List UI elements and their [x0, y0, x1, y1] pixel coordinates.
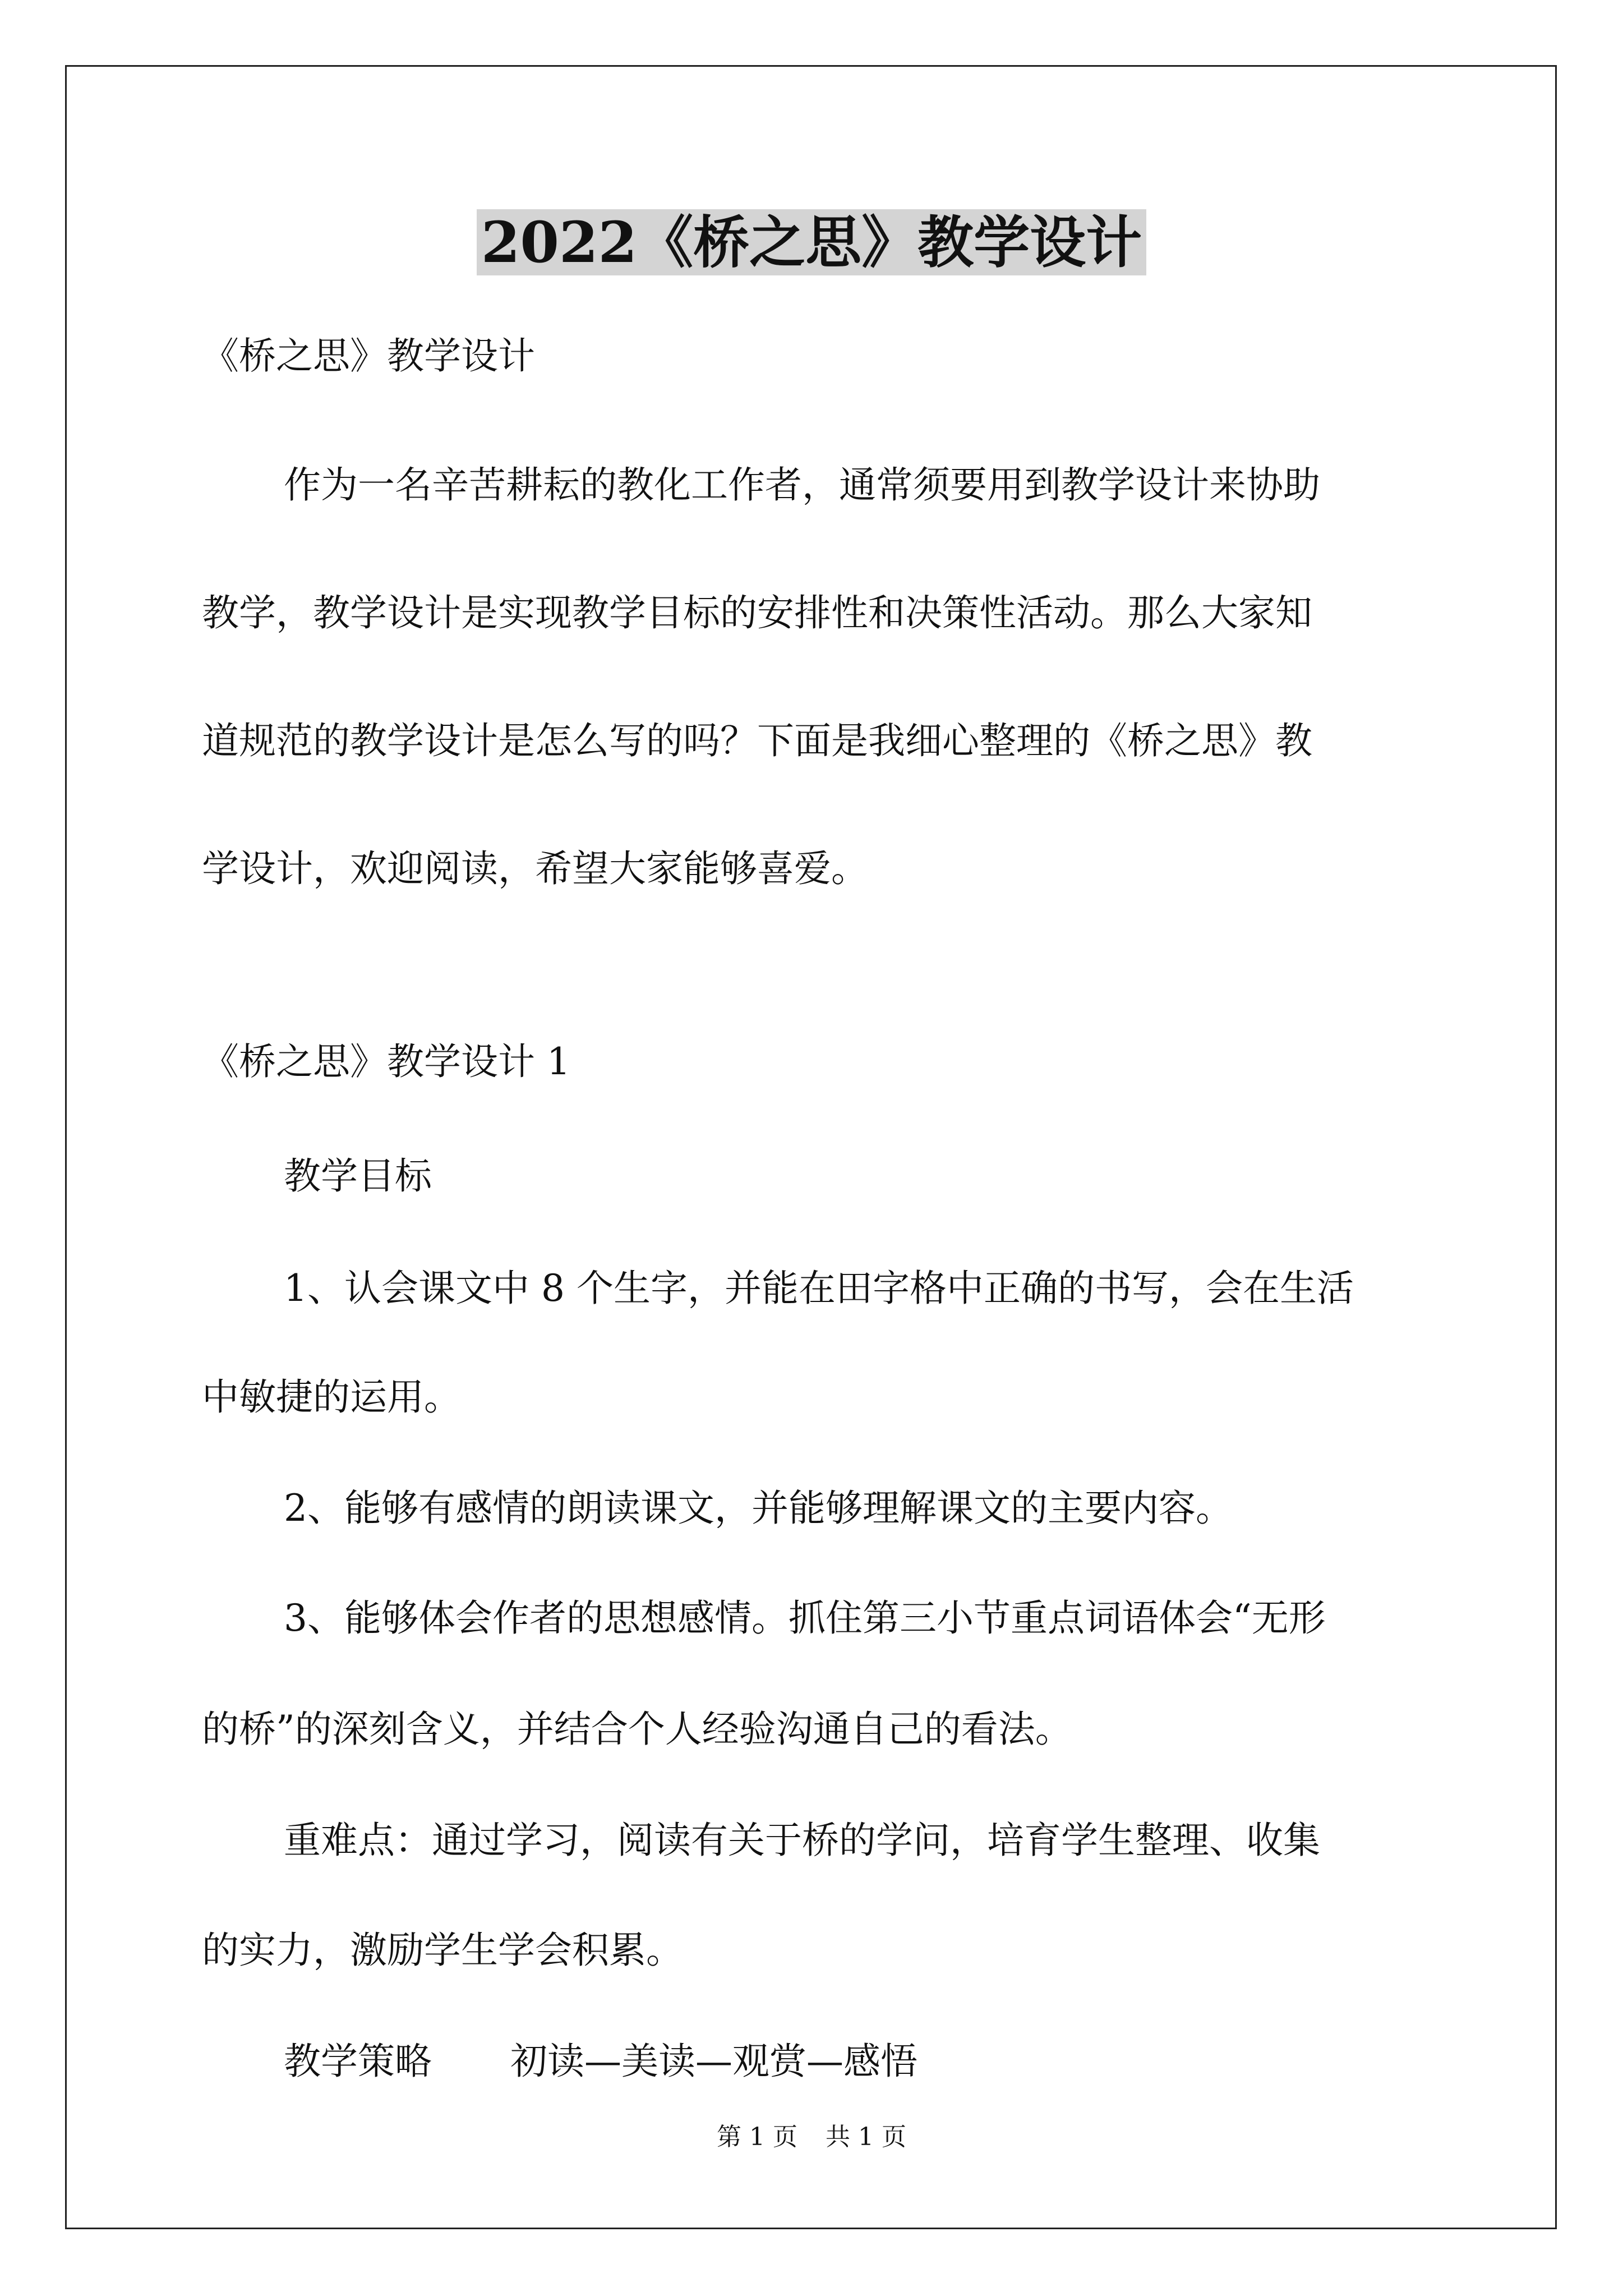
key-points-line-2: 的实力，激励学生学会积累。: [202, 1929, 683, 1972]
objectives-heading: 教学目标: [284, 1154, 432, 1198]
objective-3-line-1: 3、能够体会作者的思想感情。抓住第三小节重点词语体会“无形: [284, 1596, 1326, 1640]
key-points-line-1: 重难点：通过学习，阅读有关于桥的学问，培育学生整理、收集: [284, 1819, 1320, 1862]
document-title: [0, 203, 1623, 282]
total-pages: 共 1 页: [826, 2123, 906, 2151]
page-indicator: 第 1 页: [717, 2123, 797, 2151]
teaching-strategy-value: 初读—美读—观赏—感悟: [510, 2040, 917, 2083]
objective-3-line-2: 的桥”的深刻含义，并结合个人经验沟通自己的看法。: [202, 1708, 1072, 1751]
objective-2: 2、能够有感情的朗读课文，并能够理解课文的主要内容。: [284, 1487, 1233, 1530]
objective-1-line-1: 1、认会课文中 8 个生字，并能在田字格中正确的书写，会在生活: [284, 1267, 1354, 1310]
intro-line-3: 道规范的教学设计是怎么写的吗？下面是我细心整理的《桥之思》教: [202, 719, 1312, 762]
document-title-text: 2022《桥之思》教学设计: [477, 209, 1146, 275]
objective-1-line-2: 中敏捷的运用。: [202, 1375, 461, 1419]
page-footer: [0, 2120, 1623, 2154]
page-border: [65, 65, 1557, 2229]
intro-line-2: 教学，教学设计是实现教学目标的安排性和决策性活动。那么大家知: [202, 591, 1312, 634]
section-heading: 《桥之思》教学设计 1: [202, 1040, 570, 1083]
intro-heading: 《桥之思》教学设计: [202, 334, 535, 378]
intro-line-1: 作为一名辛苦耕耘的教化工作者，通常须要用到教学设计来协助: [284, 463, 1320, 507]
teaching-strategy-label: 教学策略: [284, 2040, 432, 2083]
intro-line-4: 学设计，欢迎阅读，希望大家能够喜爱。: [202, 847, 868, 890]
